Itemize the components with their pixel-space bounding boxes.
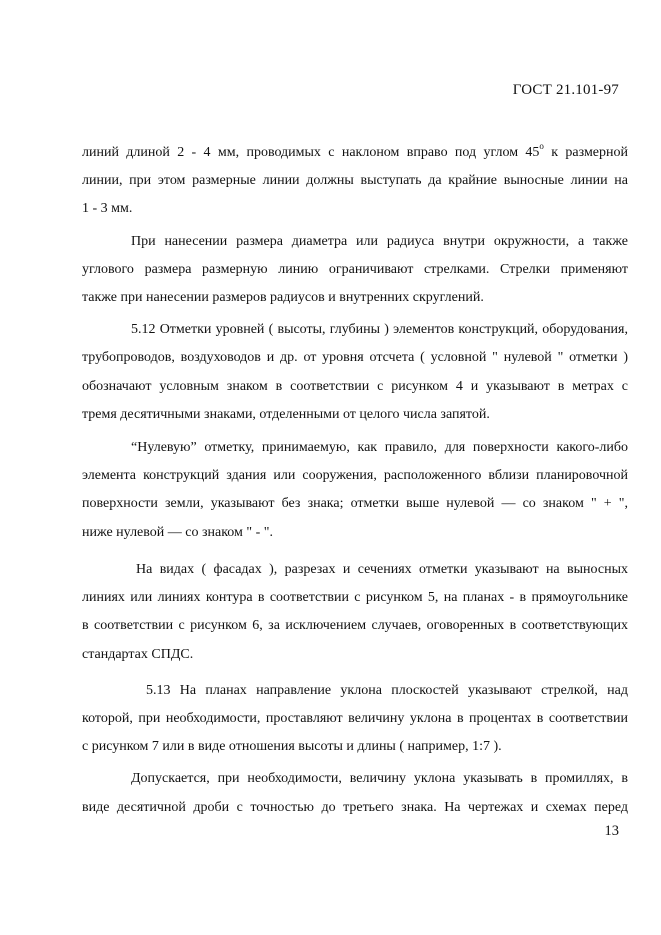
text-line [82, 144, 628, 162]
degree-sign: o [539, 144, 544, 152]
text-line-part: линий длиной 2 - 4 мм, проводимых с наклоном вправо под углом 45 [82, 145, 540, 160]
document-code-header: ГОСТ 21.101-97 [512, 82, 619, 98]
text-line-part: к размерной [543, 145, 628, 160]
text-line: которой, при необходимости, проставляют величину уклона в процентах в соответствии [82, 711, 628, 726]
text-line: элемента конструкций здания или сооружения, расположенного вблизи планировочной [82, 468, 628, 483]
text-line: стандартах СПДС. [82, 647, 194, 662]
text-line: линиях или линиях контура в соответствии с рисунком 5, на планах - в прямоугольнике [82, 590, 628, 605]
text-line: 5.12 Отметки уровней ( высоты, глубины ) элементов конструкций, оборудования, [131, 322, 628, 337]
text-line: 5.13 На планах направление уклона плоскостей указывают стрелкой, над [146, 683, 628, 698]
text-line: углового размера размерную линию ограничивают стрелками. Стрелки применяют [82, 262, 628, 277]
text-line: линии, при этом размерные линии должны выступать да крайние выносные линии на [82, 173, 628, 188]
text-line: поверхности земли, указывают без знака; отметки выше нулевой — со знаком " + ", [82, 496, 628, 511]
text-line: “Нулевую” отметку, принимаемую, как правило, для поверхности какого-либо [131, 440, 628, 455]
text-line: в соответствии с рисунком 6, за исключением случаев, оговоренных в соответствующих [82, 618, 628, 633]
text-line: ниже нулевой — со знаком " - ". [82, 525, 273, 540]
text-line: Допускается, при необходимости, величину уклона указывать в промиллях, в [131, 771, 628, 786]
text-line: также при нанесении размеров радиусов и внутренних скруглений. [82, 290, 484, 305]
text-line: На видах ( фасадах ), разрезах и сечениях отметки указывают на выносных [136, 562, 628, 577]
text-line: тремя десятичными знаками, отделенными от целого числа запятой. [82, 407, 490, 422]
text-line: виде десятичной дроби с точностью до третьего знака. На чертежах и схемах перед [82, 800, 628, 815]
text-line: 1 - 3 мм. [82, 201, 133, 216]
text-line: При нанесении размера диаметра или радиуса внутри окружности, а также [131, 234, 628, 249]
text-line: обозначают условным знаком в соответствии с рисунком 4 и указывают в метрах с [82, 379, 628, 394]
text-line: трубопроводов, воздуховодов и др. от уровня отсчета ( условной " нулевой " отметки ) [82, 350, 628, 365]
text-line: с рисунком 7 или в виде отношения высоты и длины ( например, 1:7 ). [82, 739, 502, 754]
page-number: 13 [604, 823, 619, 839]
